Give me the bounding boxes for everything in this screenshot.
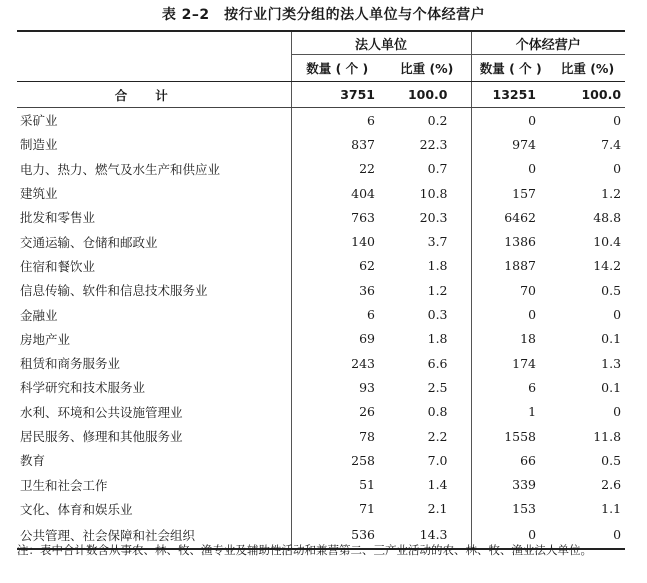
legal-share-cell: 22.3 [419,136,448,152]
ind-count-cell: 0 [471,302,550,326]
ind-count-cell: 6 [471,375,550,399]
table-row [17,472,625,496]
legal-count-cell: 258 [291,448,383,472]
legal-count-cell: 404 [291,181,383,205]
legal-share-cell: 0.2 [427,112,448,128]
table-row [17,448,625,472]
industry-name: 居民服务、修理和其他服务业 [20,429,183,444]
table-row [17,108,625,133]
ind-share-cell: 0 [550,521,625,549]
ind-count-cell: 70 [471,278,550,302]
header-ind-count: 数量 ( 个 ) [471,55,550,82]
legal-count-cell: 26 [291,400,383,424]
industry-name: 信息传输、软件和信息技术服务业 [20,283,208,299]
table-row [17,327,625,351]
industry-name: 金融业 [20,307,58,323]
ind-count-cell: 18 [471,327,550,351]
header-row-groups [17,31,625,55]
header-ind-share: 比重 (%) [550,55,625,82]
table-footnote: 注：表中合计数含从事农、林、牧、渔专业及辅助性活动和兼营第二、三产业活动的农、林、牧、渔业法人单位。 [17,543,592,557]
legal-count-cell: 536 [291,521,383,549]
legal-share-cell: 6.6 [427,355,448,371]
industry-name: 水利、环境和公共设施管理业 [20,404,183,420]
legal-count-cell: 6 [291,108,383,133]
table-row [17,229,625,253]
table-row [17,132,625,156]
legal-count-cell: 36 [291,278,383,302]
ind-share-cell: 0 [613,112,622,128]
table-row [17,375,625,399]
ind-count-cell: 1 [471,400,550,424]
ind-count-cell: 0 [471,521,550,549]
table-row [17,302,625,326]
ind-count-cell: 157 [471,181,550,205]
legal-share-cell: 1.8 [427,258,448,274]
industry-name: 科学研究和技术服务业 [20,380,146,396]
total-legal-count: 3751 [291,82,383,108]
table-row [17,181,625,205]
ind-count-cell: 1887 [471,254,550,278]
legal-count-cell: 140 [291,229,383,253]
ind-share-cell: 2.6 [601,477,622,493]
ind-count-cell: 6462 [471,205,550,229]
industry-name: 批发和零售业 [20,210,96,226]
header-legal-count: 数量 ( 个 ) [291,55,383,82]
ind-count-cell: 1386 [471,229,550,253]
table-title: 表 2–2 按行业门类分组的法人单位与个体经营户 [161,7,486,23]
ind-share-cell: 0 [613,404,622,420]
ind-count-cell: 339 [471,472,550,496]
total-row [17,82,625,108]
legal-count-cell: 22 [291,157,383,181]
legal-count-cell: 69 [291,327,383,351]
ind-share-cell: 10.4 [593,234,622,250]
legal-share-cell: 2.2 [427,428,448,444]
stats-table [17,30,625,550]
table-row [17,278,625,302]
ind-share-cell: 0 [613,307,622,323]
total-ind-count: 13251 [471,82,550,108]
legal-share-cell: 0.3 [427,307,448,323]
header-row-measures [17,55,625,82]
ind-count-cell: 66 [471,448,550,472]
header-stub [17,31,291,55]
legal-count-cell: 837 [291,132,383,156]
legal-count-cell: 62 [291,254,383,278]
total-label: 合计 [17,82,291,108]
ind-share-cell: 0.5 [601,282,622,298]
legal-count-cell: 6 [291,302,383,326]
legal-count-cell: 763 [291,205,383,229]
industry-name: 交通运输、仓储和邮政业 [20,234,158,250]
legal-share-cell: 1.4 [427,477,448,493]
table-row [17,400,625,424]
total-ind-share: 100.0 [550,82,625,108]
ind-share-cell: 1.1 [601,501,622,517]
legal-share-cell: 7.0 [427,452,448,468]
industry-name: 文化、体育和娱乐业 [20,501,133,517]
industry-name: 制造业 [20,137,58,153]
table-row [17,205,625,229]
legal-share-cell: 10.8 [419,185,448,201]
table-row [17,424,625,448]
legal-share-cell: 2.5 [427,379,448,395]
header-stub-lower [17,55,291,82]
legal-count-cell: 243 [291,351,383,375]
header-legal-entities: 法人单位 [291,31,471,55]
industry-name: 公共管理、社会保障和社会组织 [17,521,291,549]
ind-share-cell: 0.5 [601,452,622,468]
ind-share-cell: 1.2 [601,185,622,201]
header-legal-share: 比重 (%) [383,55,471,82]
ind-share-cell: 14.2 [593,258,622,274]
industry-name: 住宿和餐饮业 [20,258,96,274]
industry-name: 卫生和社会工作 [20,477,108,493]
legal-share-cell: 3.7 [427,234,448,250]
legal-share-cell: 1.8 [427,331,448,347]
legal-share-cell: 2.1 [427,501,448,517]
table-row [17,254,625,278]
ind-count-cell: 153 [471,497,550,521]
table-row [17,157,625,181]
ind-count-cell: 0 [471,157,550,181]
industry-rows [17,108,625,550]
ind-share-cell: 0.1 [601,379,622,395]
ind-count-cell: 0 [471,108,550,133]
industry-name: 教育 [20,453,46,469]
total-legal-share: 100.0 [383,82,471,108]
ind-share-cell: 11.8 [593,428,622,444]
industry-name: 采矿业 [20,113,58,129]
legal-share-cell: 0.7 [427,161,448,177]
legal-share-cell: 20.3 [419,209,448,225]
ind-share-cell: 7.4 [601,136,622,152]
ind-count-cell: 1558 [471,424,550,448]
industry-name: 租赁和商务服务业 [20,356,121,372]
legal-count-cell: 71 [291,497,383,521]
header-individual-households: 个体经营户 [471,31,625,55]
ind-share-cell: 48.8 [593,209,622,225]
ind-count-cell: 974 [471,132,550,156]
table-row [17,351,625,375]
industry-name: 电力、热力、燃气及水生产和供应业 [20,161,221,177]
industry-name: 房地产业 [20,331,71,347]
ind-share-cell: 1.3 [601,355,622,371]
legal-count-cell: 51 [291,472,383,496]
ind-share-cell: 0 [613,161,622,177]
table-row [17,497,625,521]
legal-count-cell: 78 [291,424,383,448]
ind-count-cell: 174 [471,351,550,375]
industry-name: 建筑业 [20,186,58,202]
legal-share-cell: 1.2 [427,282,448,298]
legal-count-cell: 93 [291,375,383,399]
legal-share-cell: 0.8 [427,404,448,420]
ind-share-cell: 0.1 [601,331,622,347]
legal-share-cell: 14.3 [383,521,471,549]
